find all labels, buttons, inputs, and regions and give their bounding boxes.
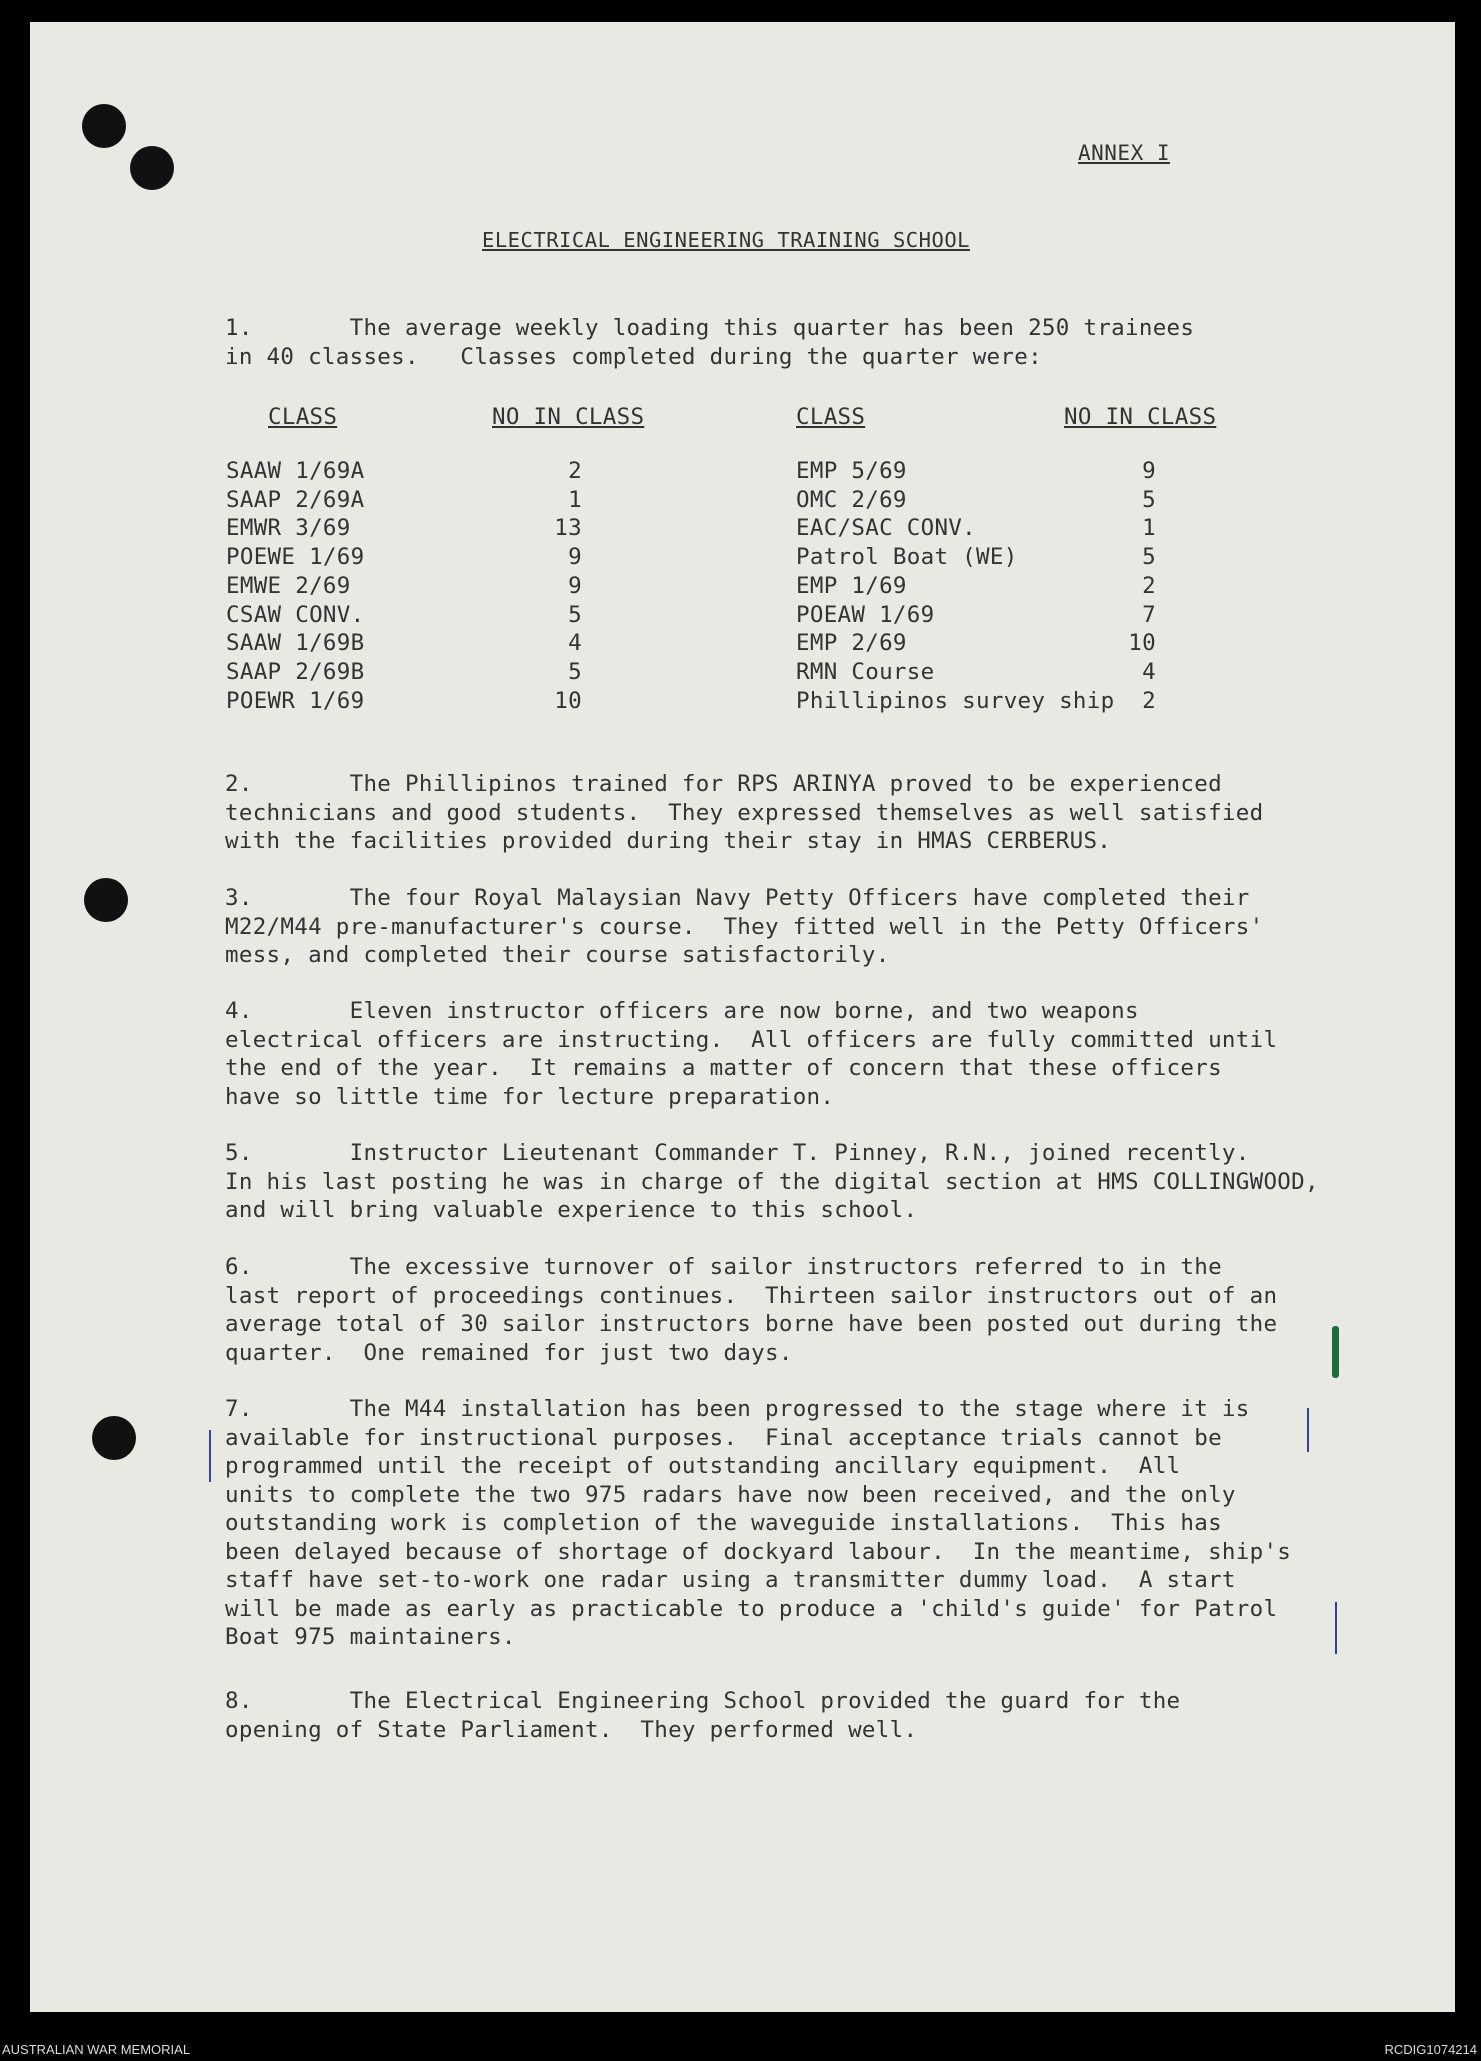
table-cell-count: 13 [554,515,582,542]
table-cell-count: 2 [568,458,582,484]
col-header-class: CLASS [268,404,338,430]
table-cell-class: SAAP 2/69B [226,658,365,685]
table-cell-count: 9 [568,572,582,599]
paragraph-line: electrical officers are instructing. All officers are fully committed until [225,1026,1278,1053]
table-cell-count: 7 [1142,601,1156,628]
paragraph-line: with the facilities provided during their stay in HMAS CERBERUS. [225,828,1112,854]
table-cell-count: 5 [568,601,582,628]
punch-hole-icon [130,146,174,190]
footer-id: RCDIG1074214 [1384,2042,1477,2057]
paragraph-line: mess, and completed their course satisfactorily. [225,942,890,968]
paragraph-line: Boat 975 maintainers. [225,1624,516,1650]
paragraph-line: outstanding work is completion of the waveguide installations. This has [225,1510,1222,1536]
document-page [30,22,1455,2012]
table-cell-class: SAAP 2/69A [226,486,365,513]
col-header-count: NO IN CLASS [492,404,645,430]
paragraph-5 [225,1139,1355,1225]
table-cell-class: POEAW 1/69 [796,601,935,628]
table-cell-class: CSAW CONV. [226,601,365,628]
table-cell-count: 9 [1142,458,1156,484]
table-cell-count: 1 [568,486,582,513]
paragraph-line: 6. The excessive turnover of sailor instructors referred to in the [225,1254,1222,1280]
table-cell-count: 10 [1128,630,1156,657]
paragraph-line: last report of proceedings continues. Thirteen sailor instructors out of an [225,1282,1278,1309]
paragraph-line: will be made as early as practicable to produce a 'child's guide' for Patrol [225,1595,1278,1622]
paragraph-line: opening of State Parliament. They performed well. [225,1716,918,1743]
paragraph-line: M22/M44 pre-manufacturer's course. They fitted well in the Petty Officers' [225,913,1264,940]
table-cell-count: 4 [568,630,582,657]
paragraph-1 [225,314,1355,371]
paragraph-line: quarter. One remained for just two days. [225,1339,793,1366]
table-cell-class: EMP 2/69 [796,630,907,657]
table-cell-count: 4 [1142,658,1156,685]
paragraph-3 [225,884,1355,970]
footer-source: AUSTRALIAN WAR MEMORIAL [2,2042,191,2057]
table-cell-class: OMC 2/69 [796,486,907,513]
paragraph-line: 8. The Electrical Engineering School provided the guard for the [225,1688,1181,1714]
col-header-count: NO IN CLASS [1064,404,1217,430]
annex-label: ANNEX I [1078,141,1171,165]
table-cell-count: 5 [1142,486,1156,513]
table-cell-class: EMWR 3/69 [226,515,351,542]
table-cell-class: EMWE 2/69 [226,572,351,599]
page-title: ELECTRICAL ENGINEERING TRAINING SCHOOL [482,228,970,252]
paragraph-line: 3. The four Royal Malaysian Navy Petty Officers have completed their [225,885,1250,911]
paragraph-4 [225,997,1355,1111]
table-cell-count: 2 [1142,687,1156,714]
table-cell-count: 2 [1142,572,1156,599]
table-cell-count: 10 [554,687,582,714]
punch-hole-icon [92,1416,136,1460]
paragraph-line: In his last posting he was in charge of the digital section at HMS COLLINGWOOD, [225,1168,1319,1195]
col-header-class: CLASS [796,404,866,430]
table-cell-class: EMP 1/69 [796,572,907,599]
table-cell-class: EMP 5/69 [796,458,907,484]
paragraph-line: 7. The M44 installation has been progressed to the stage where it is [225,1396,1250,1422]
paragraph-line: units to complete the two 975 radars have now been received, and the only [225,1481,1236,1508]
table-cell-class: POEWR 1/69 [226,687,365,714]
table-cell-class: SAAW 1/69B [226,630,365,657]
table-cell-count: 9 [568,544,582,571]
paragraph-line: have so little time for lecture preparation. [225,1083,835,1110]
paragraph-line: 4. Eleven instructor officers are now borne, and two weapons [225,998,1139,1024]
punch-hole-icon [82,104,126,148]
table-cell-class: POEWE 1/69 [226,544,365,571]
paragraph-8 [225,1687,1355,1744]
table-cell-count: 5 [568,658,582,685]
table-cell-class: Patrol Boat (WE) [796,544,1018,571]
paragraph-7 [225,1395,1355,1652]
paragraph-line: average total of 30 sailor instructors borne have been posted out during the [225,1311,1278,1337]
paragraph-line: been delayed because of shortage of dockyard labour. In the meantime, ship's [225,1538,1292,1565]
paragraph-line: 5. Instructor Lieutenant Commander T. Pinney, R.N., joined recently. [225,1140,1250,1166]
paragraph-2 [225,770,1355,856]
paragraph-line: the end of the year. It remains a matter of concern that these officers [225,1055,1222,1081]
paragraph-line: 1. The average weekly loading this quarter has been 250 trainees [225,315,1195,341]
punch-hole-icon [84,878,128,922]
table-cell-class: EAC/SAC CONV. [796,515,976,542]
paragraph-line: in 40 classes. Classes completed during the quarter were: [225,343,1042,370]
table-cell-class: RMN Course [796,658,935,685]
paragraph-line: and will bring valuable experience to this school. [225,1197,918,1223]
table-cell-count: 1 [1142,515,1156,542]
paragraph-line: programmed until the receipt of outstanding ancillary equipment. All [225,1453,1181,1479]
paragraph-line: staff have set-to-work one radar using a transmitter dummy load. A start [225,1567,1236,1593]
blue-margin-mark [209,1430,211,1482]
paragraph-line: available for instructional purposes. Final acceptance trials cannot be [225,1424,1222,1451]
table-cell-count: 5 [1142,544,1156,571]
table-cell-class: Phillipinos survey ship [796,687,1115,714]
paragraph-6 [225,1253,1355,1367]
paragraph-line: technicians and good students. They expressed themselves as well satisfied [225,799,1264,826]
table-cell-class: SAAW 1/69A [226,458,365,484]
paragraph-line: 2. The Phillipinos trained for RPS ARINYA proved to be experienced [225,771,1222,797]
